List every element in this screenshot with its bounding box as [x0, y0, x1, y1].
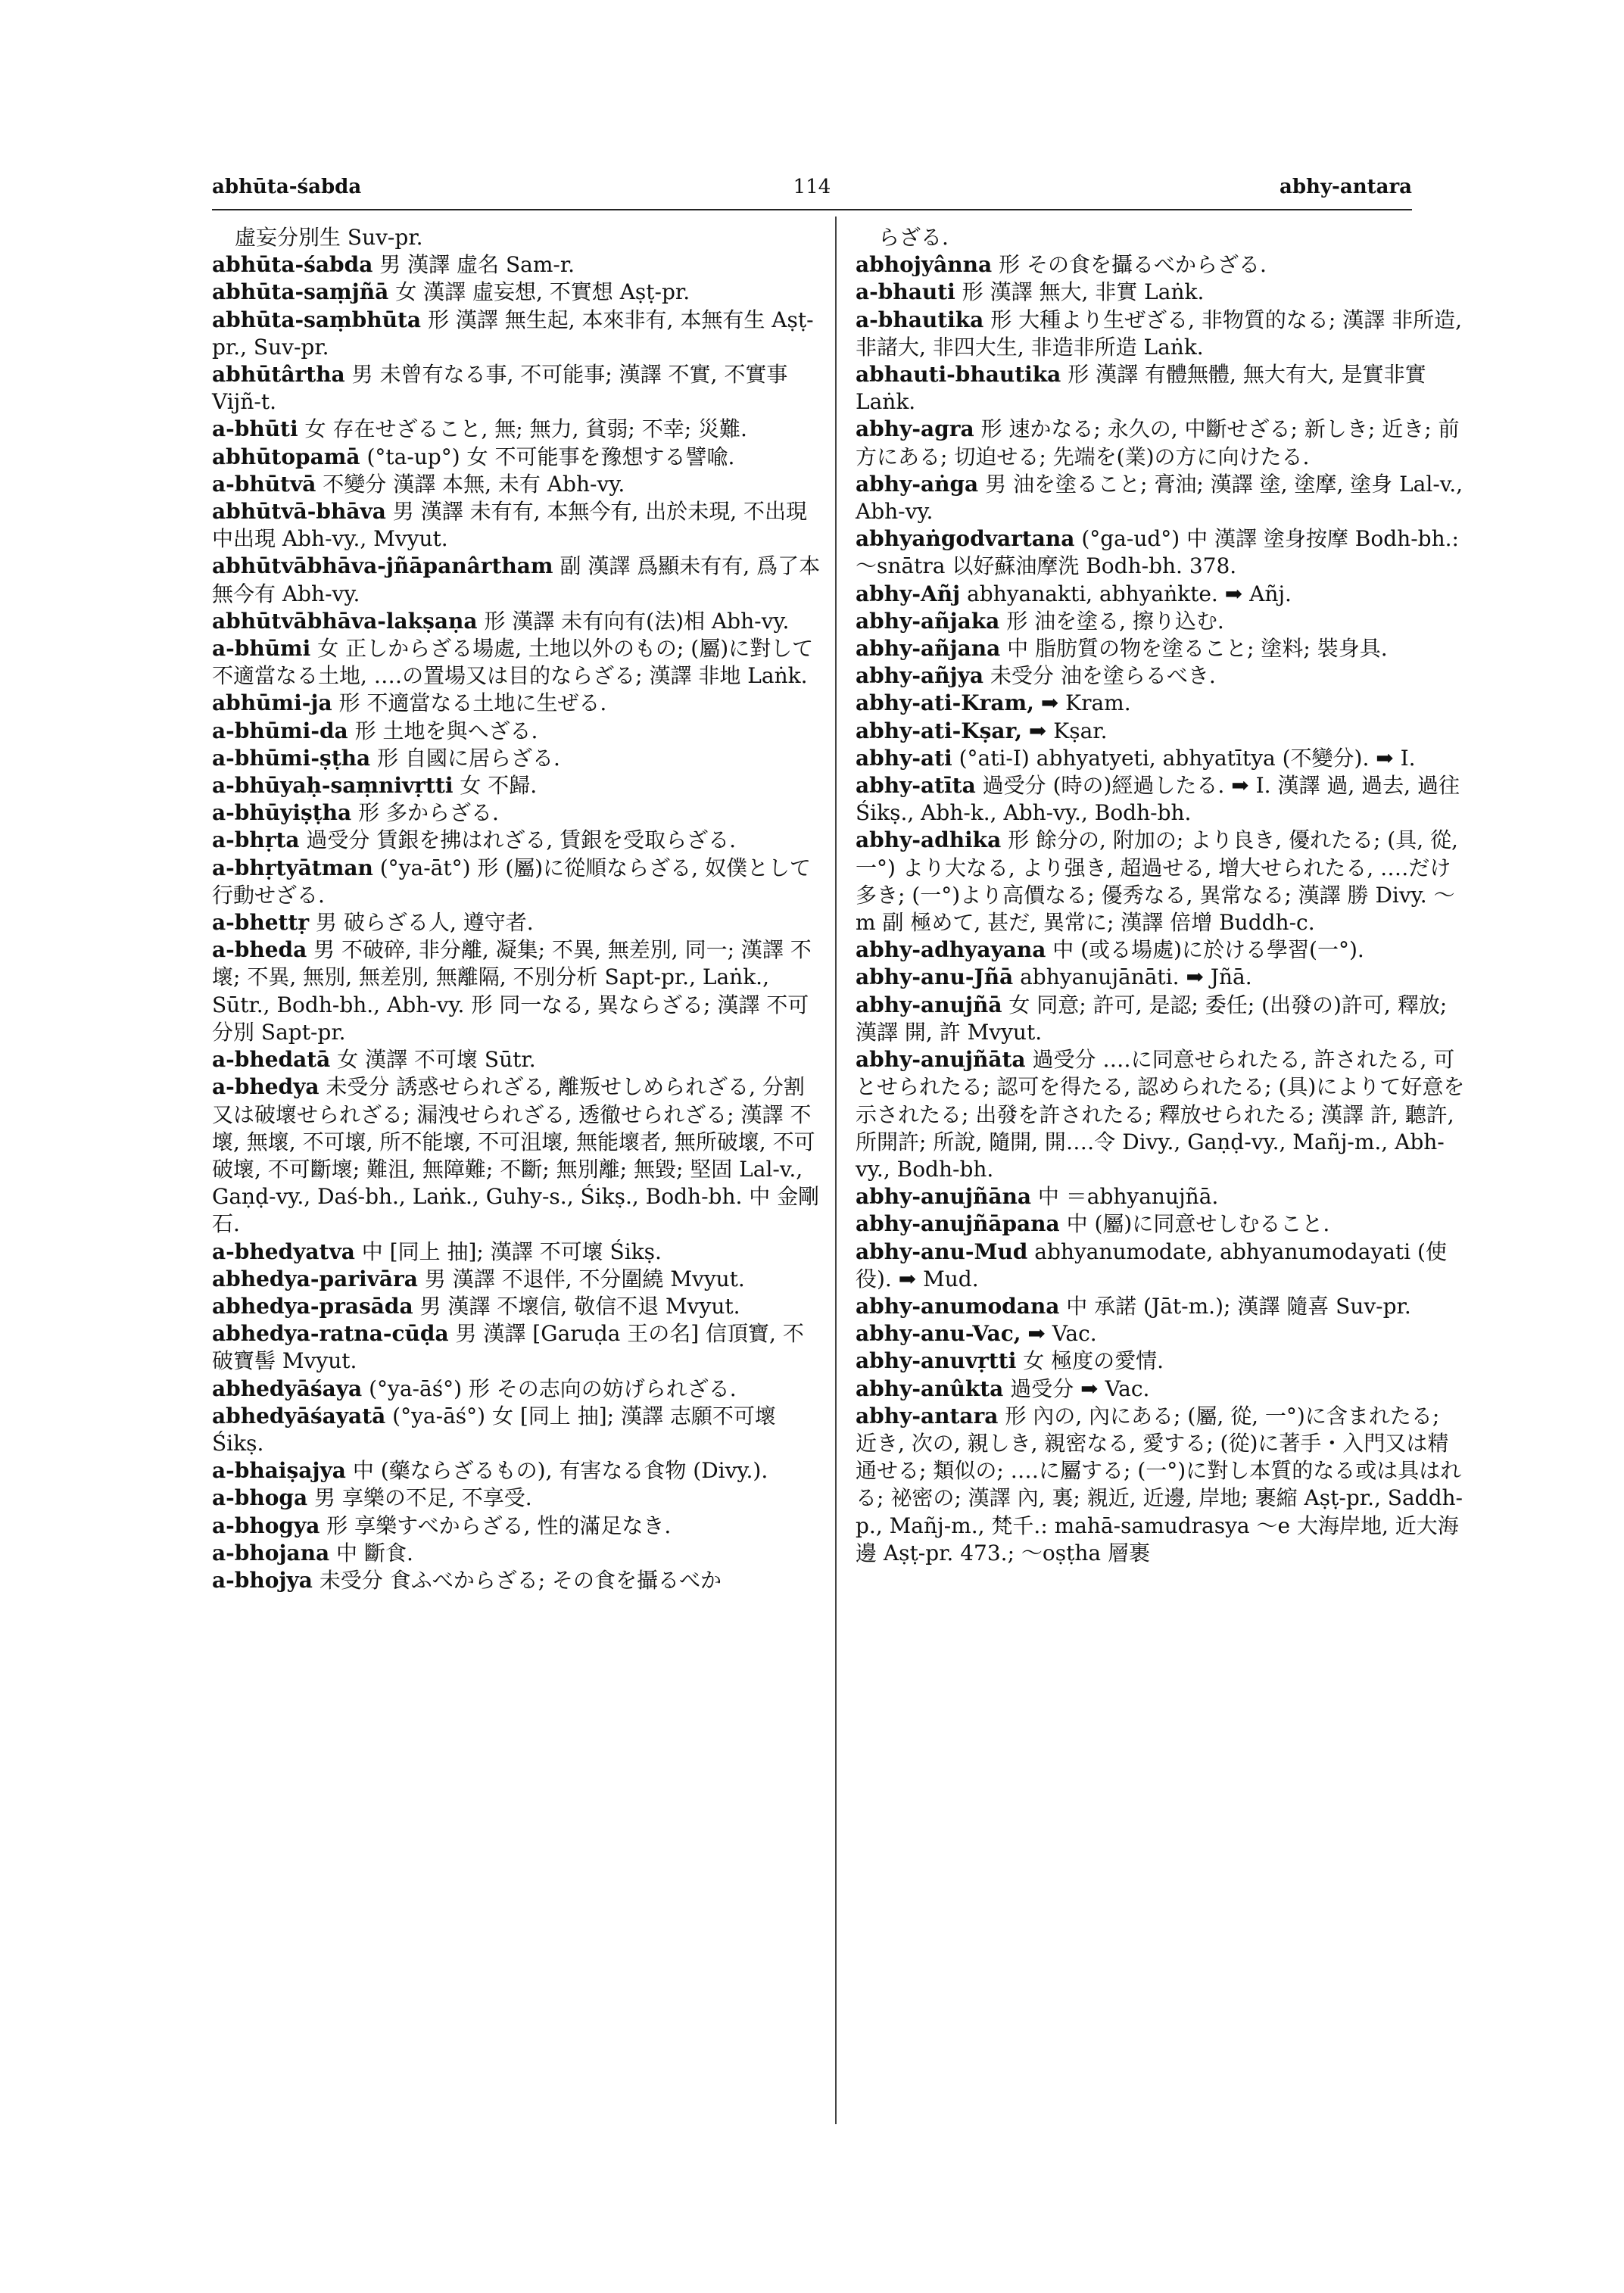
entry-definition: らざる.: [878, 225, 949, 250]
headword: a-bhūtvā: [212, 471, 316, 497]
entry-definition: 形 大種より生ぜざる, 非物質的なる; 漢譯 非所造, 非諸大, 非四大生, 非造非所造 Laṅk.: [856, 307, 1463, 360]
entry-definition: 過受分 ‥‥に同意せられたる, 許されたる, 可とせられたる; 認可を得たる, 認められたる; (具)によりて好意を示されたる; 出發を許されたる; 釋放せられたる; 漢譯 許, 聽許, 所開許; 所說, 隨開, 開‥‥令 Divy., Gaṇḍ-vy., Mañj-m., Abh-vy., Bodh-bh.: [856, 1047, 1465, 1182]
headword: abhy-anu-Jñā: [856, 964, 1014, 990]
headword: abhy-anujñāna: [856, 1184, 1031, 1210]
entry-definition: 中 [同上 抽]; 漢譯 不可壞 Śikṣ.: [354, 1238, 662, 1264]
headword: abhy-anujñā: [856, 992, 1002, 1017]
headword: abhūtârtha: [212, 362, 345, 388]
headword: a-bhūti: [212, 416, 298, 442]
dictionary-entry: [856, 1183, 1465, 1210]
dictionary-entry: [212, 772, 821, 799]
dictionary-entry: [856, 1210, 1465, 1238]
entry-definition: 中 承諾 (Jāt-m.); 漢譯 隨喜 Suv-pr.: [1059, 1293, 1411, 1319]
dictionary-entry: [856, 361, 1465, 416]
dictionary-entry: [856, 1238, 1465, 1293]
headword: abhy-anu-Vac,: [856, 1321, 1021, 1347]
headword: abhy-anu-Mud: [856, 1238, 1028, 1264]
entry-definition: (°ya-āś°) 女 [同上 抽]; 漢譯 志願不可壞 Śikṣ.: [212, 1403, 776, 1456]
dictionary-entry: [856, 718, 1465, 745]
headword: a-bhautika: [856, 307, 984, 332]
entry-definition: 未受分 油を塗らるべき.: [983, 663, 1216, 689]
dictionary-entry: [856, 1320, 1465, 1347]
dictionary-entry: [212, 635, 821, 690]
dictionary-entry: [856, 690, 1465, 717]
headword: a-bhoga: [212, 1485, 308, 1511]
entry-definition: abhyanujānāti. ➡ Jñā.: [1013, 964, 1252, 990]
dictionary-entry: [212, 553, 821, 607]
headword: abhy-aṅga: [856, 471, 979, 497]
dictionary-entry: [856, 224, 1465, 251]
entry-definition: (°ati-I) abhyatyeti, abhyatītya (不變分). ➡ I.: [952, 745, 1416, 771]
dictionary-entry: [212, 498, 821, 553]
headword: abhy-adhyayana: [856, 937, 1046, 963]
headword: abhy-atīta: [856, 773, 976, 799]
headword: a-bhūmi-da: [212, 718, 348, 743]
entry-definition: 中 脂肪質の物を塗ること; 塗料; 裝身具.: [1000, 636, 1388, 662]
entry-definition: 形 土地を與へざる.: [348, 718, 538, 743]
entry-definition: (°ya-āt°) 形 (屬)に從順ならざる, 奴僕として行動せざる.: [212, 855, 811, 908]
entry-definition: 女 存在せざること, 無; 無力, 貧弱; 不幸; 災難.: [298, 416, 747, 442]
entry-definition: 形 內の, 內にある; (屬, 從, 一°)に含まれたる; 近き, 次の, 親しき, 親密なる, 愛する; (從)に著手・入門又は精通せる; 類似の; ‥‥に屬する; (一°)に對し本質的なる或は具はれる; 祕密の; 漢譯 內, 裏; 親近, 近邊, 岸地; 裹縮 Aṣṭ-pr., Saddh-p., Mañj-m., 梵千.: mahā-samudrasya ～e 大海岸地, 近大海邊 Aṣṭ-pr. 473.; ～oṣṭha 層裹: [856, 1403, 1463, 1566]
entry-definition: 女 極度の愛情.: [1016, 1348, 1164, 1374]
entry-definition: 副 漢譯 爲顯未有有, 爲了本無今有 Abh-vy.: [212, 553, 821, 606]
headword: a-bhettṛ: [212, 910, 310, 936]
headword: abhedya-parivāra: [212, 1266, 418, 1291]
headword: abhūta-saṃbhūta: [212, 307, 422, 332]
entry-definition: 形 その食を攝るべからざる.: [992, 252, 1267, 278]
headword: abhūtopamā: [212, 444, 360, 469]
entry-definition: 不變分 漢譯 本無, 未有 Abh-vy.: [316, 471, 625, 497]
headword: a-bhṛtyātman: [212, 855, 373, 880]
entry-definition: 形 速かなる; 永久の, 中斷せざる; 新しき; 近き; 前方にある; 切迫せる; 先端を(業)の方に向けたる.: [856, 416, 1460, 469]
entry-definition: 男 不破碎, 非分離, 凝集; 不異, 無差別, 同一; 漢譯 不壞; 不異, 無別, 無差別, 無離隔, 不別分析 Sapt-pr., Laṅk., Sūtr., Bodh-bh., Abh-vy. 形 同一なる, 異ならざる; 漢譯 不可分別 Sapt-pr.: [212, 937, 812, 1045]
dictionary-entry: [856, 964, 1465, 991]
dictionary-entry: [212, 799, 821, 827]
dictionary-entry: [212, 608, 821, 635]
dictionary-entry: [856, 307, 1465, 361]
entry-definition: 中 (藥ならざるもの), 有害なる食物 (Divy.).: [345, 1458, 768, 1484]
dictionary-entry: [212, 1403, 821, 1457]
dictionary-entry: [856, 1403, 1465, 1567]
dictionary-entry: [212, 251, 821, 279]
entry-definition: 形 餘分の, 附加の; より良き, 優れたる; (具, 從, 一°) より大なる, より强き, 超過せる, 增大せられたる, ‥‥だけ多き; (一°)より高價なる; 優秀なる, 異常なる; 漢譯 勝 Divy. ～m 副 極めて, 甚だ, 異常に; 漢譯 倍增 Buddh-c.: [856, 827, 1458, 936]
headword: abhy-anujñāta: [856, 1047, 1026, 1073]
headword: a-bhaiṣajya: [212, 1458, 346, 1484]
headword: abhojyânna: [856, 252, 993, 278]
entry-definition: 形 自國に居らざる.: [370, 745, 560, 771]
entry-definition: (°ta-up°) 女 不可能事を豫想する譬喩.: [360, 444, 735, 469]
headword: abhy-antara: [856, 1403, 999, 1428]
headword: abhauti-bhautika: [856, 362, 1061, 388]
dictionary-entry: [212, 1293, 821, 1320]
entry-definition: abhyanakti, abhyaṅkte. ➡ Añj.: [960, 581, 1292, 606]
dictionary-entry: [856, 608, 1465, 635]
dictionary-entry: [212, 1073, 821, 1238]
entry-definition: (°ga-ud°) 中 漢譯 塗身按摩 Bodh-bh.: ～snātra 以好蘇油摩洗 Bodh-bh. 378.: [856, 526, 1459, 579]
headword: abhedya-prasāda: [212, 1293, 413, 1319]
entry-definition: 中 斷食.: [329, 1540, 413, 1566]
dictionary-entry: [212, 827, 821, 854]
dictionary-entry: [856, 525, 1465, 580]
dictionary-entry: [856, 471, 1465, 525]
dictionary-entry: [856, 1375, 1465, 1403]
column-divider: [835, 217, 837, 2124]
headword: abhūta-saṃjñā: [212, 279, 389, 305]
dictionary-entry: [212, 1457, 821, 1485]
entry-definition: 女 正しからざる場處, 土地以外のもの; (屬)に對して不適當なる土地, ‥‥の置場又は目的ならざる; 漢譯 非地 Laṅk.: [212, 636, 814, 689]
dictionary-entry: [856, 251, 1465, 279]
headword: a-bhauti: [856, 279, 955, 305]
dictionary-entry: [212, 307, 821, 361]
running-head-left: abhūta-śabda: [212, 176, 362, 198]
headword: a-bhṛta: [212, 827, 300, 853]
entry-definition: 男 漢譯 [Garuḍa 王の名] 信頂寶, 不破寶髻 Mvyut.: [212, 1321, 804, 1374]
entry-definition: ➡ Kram.: [1033, 690, 1131, 716]
dictionary-entry: [212, 745, 821, 772]
dictionary-entry: [212, 690, 821, 717]
dictionary-entry: [856, 1293, 1465, 1320]
entry-definition: 中 (或る場處)に於ける學習(一°).: [1046, 937, 1364, 963]
headword: abhy-anujñāpana: [856, 1211, 1060, 1237]
headword: abhy-ati-Kram,: [856, 690, 1034, 716]
headword: abhy-anumodana: [856, 1293, 1060, 1319]
dictionary-entry: [212, 1485, 821, 1512]
running-head: [212, 176, 1412, 209]
dictionary-entry: [856, 581, 1465, 608]
entry-definition: 女 不歸.: [453, 773, 538, 799]
headword: a-bhūyiṣṭha: [212, 800, 352, 826]
entry-definition: 男 漢譯 不壞信, 敬信不退 Mvyut.: [413, 1293, 740, 1319]
dictionary-entry: [856, 992, 1465, 1046]
headword: abhy-anuvṛtti: [856, 1348, 1017, 1374]
headword: abhūtvābhāva-jñāpanârtham: [212, 553, 553, 579]
dictionary-entry: [212, 224, 821, 251]
entry-definition: 未受分 誘惑せられざる, 離叛せしめられざる, 分割又は破壞せられざる; 漏洩せられざる, 透徹せられざる; 漢譯 不壞, 無壞, 不可壞, 所不能壞, 不可沮壞, 無能壞者, 無所破壞, 不可破壞, 不可斷壞; 難沮, 無障難; 不斷; 無別離; 無毀; 堅固 Lal-v., Gaṇḍ-vy., Daś-bh., Laṅk., Guhy-s., Śikṣ., Bodh-bh. 中 金剛石.: [212, 1074, 820, 1237]
headword: abhūtvābhāva-lakṣaṇa: [212, 608, 478, 634]
headword: abhūta-śabda: [212, 252, 373, 278]
headword: a-bhūmi-ṣṭha: [212, 745, 371, 771]
entry-definition: 過受分 賃銀を拂はれざる, 賃銀を受取らざる.: [299, 827, 737, 853]
headword: a-bhedatā: [212, 1047, 331, 1073]
entry-definition: 形 油を塗る, 擦り込む.: [999, 608, 1224, 634]
entry-definition: 形 漢譯 有體無體, 無大有大, 是實非實 Laṅk.: [856, 362, 1426, 415]
entry-definition: 未受分 食ふべからざる; その食を攝るべか: [312, 1567, 722, 1593]
headword: a-bhedya: [212, 1074, 320, 1100]
dictionary-entry: [856, 936, 1465, 964]
dictionary-entry: [212, 855, 821, 909]
dictionary-entry: [212, 1266, 821, 1293]
headword: abhy-anûkta: [856, 1375, 1004, 1401]
headword: abhy-ati-Kṣar,: [856, 718, 1023, 743]
headword: abhedyāśayatā: [212, 1403, 386, 1428]
headword: abhy-adhika: [856, 827, 1002, 853]
dictionary-entry: [212, 1540, 821, 1567]
entry-definition: ➡ Vac.: [1021, 1321, 1097, 1347]
dictionary-entry: [856, 279, 1465, 306]
headword: abhy-Añj: [856, 581, 961, 606]
entry-definition: 形 享樂すべからざる, 性的滿足なき.: [320, 1513, 672, 1538]
headword: abhy-añjaka: [856, 608, 1000, 634]
dictionary-entry: [212, 279, 821, 306]
dictionary-entry: [212, 936, 821, 1046]
dictionary-entry: [856, 416, 1465, 470]
dictionary-entry: [212, 1238, 821, 1266]
headword: a-bhūyaḥ-saṃnivṛtti: [212, 773, 454, 799]
dictionary-entry: [856, 635, 1465, 662]
entry-definition: 男 未曾有なる事, 不可能事; 漢譯 不實, 不實事 Vijñ-t.: [212, 362, 788, 415]
headword: a-bhogya: [212, 1513, 320, 1538]
headword: a-bhūmi: [212, 636, 311, 662]
entry-definition: 女 漢譯 虛妄想, 不實想 Aṣṭ-pr.: [388, 279, 690, 305]
entry-definition: 形 漢譯 無大, 非實 Laṅk.: [955, 279, 1205, 305]
entry-definition: 中 (屬)に同意せしむること.: [1059, 1211, 1330, 1237]
entry-definition: 男 漢譯 虛名 Sam-r.: [372, 252, 575, 278]
dictionary-entry: [856, 772, 1465, 827]
dictionary-entry: [212, 1046, 821, 1073]
headword: abhedya-ratna-cūḍa: [212, 1321, 449, 1347]
dictionary-entry: [212, 361, 821, 416]
dictionary-entry: [212, 909, 821, 936]
dictionary-entry: [212, 1375, 821, 1403]
dictionary-entry: [856, 662, 1465, 690]
headword: abhūmi-ja: [212, 690, 332, 716]
entry-definition: ➡ Kṣar.: [1022, 718, 1108, 743]
dictionary-entry: [212, 718, 821, 745]
dictionary-entry: [212, 1513, 821, 1540]
entry-definition: (°ya-āś°) 形 その志向の妨げられざる.: [362, 1375, 737, 1401]
entry-definition: 虛妄分別生 Suv-pr.: [235, 225, 423, 250]
dictionary-entry: [212, 444, 821, 471]
entry-definition: 男 漢譯 不退伴, 不分圍繞 Mvyut.: [417, 1266, 745, 1291]
entry-definition: 女 同意; 許可, 是認; 委任; (出發の)許可, 釋放; 漢譯 開, 許 Mvyut.: [856, 992, 1448, 1045]
left-column: [212, 224, 821, 1594]
right-column: [856, 224, 1465, 1567]
dictionary-entry: [856, 745, 1465, 772]
dictionary-entry: [212, 471, 821, 498]
headword: a-bhojana: [212, 1540, 330, 1566]
dictionary-entry: [212, 1320, 821, 1375]
entry-definition: 男 破らざる人, 遵守者.: [309, 910, 534, 936]
headword: abhy-añjana: [856, 636, 1001, 662]
headword: abhy-agra: [856, 416, 974, 442]
running-head-right: abhy-antara: [1280, 176, 1412, 198]
entry-definition: 男 享樂の不足, 不享受.: [307, 1485, 532, 1511]
headword: abhy-ati: [856, 745, 952, 771]
headword: a-bhojya: [212, 1567, 313, 1593]
entry-definition: 女 漢譯 不可壞 Sūtr.: [330, 1047, 536, 1073]
entry-definition: 男 油を塗ること; 膏油; 漢譯 塗, 塗摩, 塗身 Lal-v., Abh-vy.: [856, 471, 1463, 525]
headword: abhedyāśaya: [212, 1375, 363, 1401]
entry-definition: 形 多からざる.: [351, 800, 499, 826]
dictionary-entry: [212, 416, 821, 443]
entry-definition: abhyanumodate, abhyanumodayati (使役). ➡ Mud.: [856, 1238, 1447, 1291]
entry-definition: 過受分 ➡ Vac.: [1003, 1375, 1150, 1401]
dictionary-entry: [212, 1567, 821, 1594]
entry-definition: 中 ＝abhyanujñā.: [1030, 1184, 1219, 1210]
dictionary-entry: [856, 1347, 1465, 1375]
entry-definition: 形 漢譯 未有向有(法)相 Abh-vy.: [477, 608, 790, 634]
entry-definition: 男 漢譯 未有有, 本無今有, 出於未現, 不出現中出現 Abh-vy., Mvyut.: [212, 499, 808, 552]
header-rule: [212, 209, 1412, 210]
headword: a-bheda: [212, 937, 307, 963]
headword: abhūtvā-bhāva: [212, 499, 386, 525]
dictionary-entry: [856, 1046, 1465, 1183]
headword: abhy-añjya: [856, 663, 984, 689]
entry-definition: 過受分 (時の)經過したる. ➡ I. 漢譯 過, 過去, 過往 Śikṣ., Abh-k., Abh-vy., Bodh-bh.: [856, 773, 1460, 826]
headword: a-bhedyatva: [212, 1238, 355, 1264]
dictionary-entry: [856, 827, 1465, 936]
headword: abhyaṅgodvartana: [856, 526, 1075, 552]
entry-definition: 形 不適當なる土地に生ぜる.: [332, 690, 607, 716]
page-number: 114: [793, 176, 831, 198]
entry-definition: 形 漢譯 無生起, 本來非有, 本無有生 Aṣṭ-pr., Suv-pr.: [212, 307, 814, 360]
